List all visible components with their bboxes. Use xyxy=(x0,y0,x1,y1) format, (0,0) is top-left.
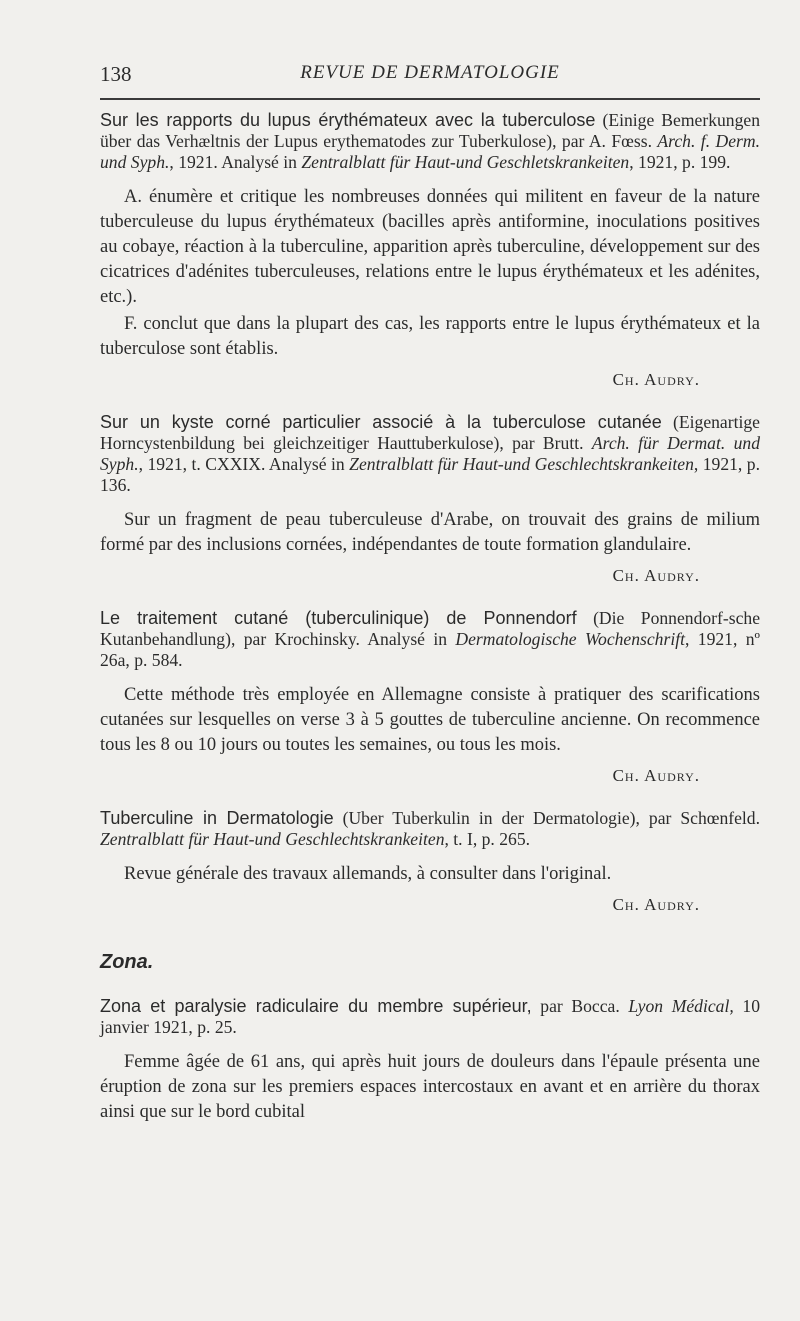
article-kyste xyxy=(100,412,760,586)
article-reference-end: , 1921, p. 136. xyxy=(100,454,760,495)
article-reference-cont: , 1921, nº 26a, p. 584. xyxy=(100,629,760,670)
article-reference: (Uber Tuberkulin in der Dermatologie), par Schœnfeld. xyxy=(342,808,761,828)
signature: Ch. Audry. xyxy=(612,370,700,389)
article-heading xyxy=(100,608,760,671)
journal-name: Dermatologische Wochenschrift xyxy=(455,629,685,649)
journal-name-secondary: Zentralblatt für Haut-und Geschlechtskrankeiten xyxy=(349,454,694,474)
article-reference-cont: , t. I, p. 265. xyxy=(444,829,531,849)
header-rule xyxy=(100,98,760,100)
article-title: Tuberculine in Dermatologie xyxy=(100,808,334,828)
article-reference: (Eigenartige Horncystenbildung bei gleichzeitiger Hauttuberkulose), par Brutt. xyxy=(100,412,760,453)
paragraph: F. conclut que dans la plupart des cas, les rapports entre le lupus érythémateux et la tuberculose sont établis. xyxy=(100,314,760,359)
article-reference: (Einige Bemerkungen über das Verhæltnis der Lupus erythematodes zur Tuberkulose), par A. Fœss. xyxy=(100,110,760,151)
article-zona xyxy=(100,996,760,1125)
paragraph: Revue générale des travaux allemands, à consulter dans l'original. xyxy=(124,864,612,884)
journal-name-secondary: Zentralblatt für Haut-und Geschletskrankeiten xyxy=(301,152,630,172)
article-lupus xyxy=(100,110,760,390)
spacer xyxy=(100,786,760,808)
page-header xyxy=(100,58,760,88)
article-heading xyxy=(100,996,760,1038)
signature: Ch. Audry. xyxy=(612,566,700,585)
article-tuberculine xyxy=(100,808,760,915)
spacer xyxy=(100,586,760,608)
paragraph: A. énumère et critique les nombreuses données qui militent en faveur de la nature tuberculeuse du lupus érythémateux (bacilles après antiformine, inoculations positives au cobaye, réaction à la tuberculine, apparition après tuberculine, développement sur des cicatrices d'adénites tuberculeuses, relations entre le lupus érythémateux et les adénites, etc.). xyxy=(100,187,760,307)
article-heading xyxy=(100,412,760,496)
article-reference-end: , 1921, p. 199. xyxy=(629,152,731,172)
paragraph: Cette méthode très employée en Allemagne consiste à pratiquer des scarifications cutanées sur lesquelles on verse 3 à 5 gouttes de tuberculine ancienne. On recommence tous les 8 ou 10 jours ou toutes les semaines, ou tous les mois. xyxy=(100,685,760,755)
article-heading xyxy=(100,110,760,173)
article-ponnendorf xyxy=(100,608,760,786)
journal-name: Lyon Médical, xyxy=(628,996,734,1016)
article-title: Le traitement cutané (tuberculinique) de Ponnendorf xyxy=(100,608,577,628)
paragraph: Sur un fragment de peau tuberculeuse d'Arabe, on trouvait des grains de milium formé par des inclusions cornées, indépendantes de toute formation glandulaire. xyxy=(100,510,760,555)
article-reference-cont: , 1921, t. CXXIX. Analysé in xyxy=(138,454,350,474)
article-title: Sur un kyste corné particulier associé à la tuberculose cutanée xyxy=(100,412,662,432)
spacer xyxy=(100,974,760,996)
article-title: Zona et paralysie radiculaire du membre supérieur, xyxy=(100,996,532,1016)
page-number: 138 xyxy=(100,62,132,86)
page-content xyxy=(100,110,760,1125)
journal-name: Arch. f. Derm. und Syph. xyxy=(100,131,760,172)
signature: Ch. Audry. xyxy=(612,766,700,785)
article-reference-cont: 10 janvier 1921, p. 25. xyxy=(100,996,760,1037)
article-reference: (Die Ponnendorf-sche Kutanbehandlung), par Krochinsky. Analysé in xyxy=(100,608,760,649)
article-reference: par Bocca. xyxy=(531,996,629,1016)
section-heading: Zona. xyxy=(100,951,154,973)
spacer xyxy=(100,390,760,412)
signature: Ch. Audry. xyxy=(612,895,700,914)
running-title: REVUE DE DERMATOLOGIE xyxy=(300,62,560,83)
journal-name: Arch. für Dermat. und Syph. xyxy=(100,433,760,474)
article-reference-cont: , 1921. Analysé in xyxy=(169,152,302,172)
paragraph: Femme âgée de 61 ans, qui après huit jours de douleurs dans l'épaule présenta une éruption de zona sur les premiers espaces intercostaux en avant et en arrière du thorax ainsi que sur le bord cubital xyxy=(100,1052,760,1122)
journal-name: Zentralblatt für Haut-und Geschlechtskrankeiten xyxy=(100,829,445,849)
article-title: Sur les rapports du lupus érythémateux avec la tuberculose xyxy=(100,110,596,130)
article-heading xyxy=(100,808,760,850)
